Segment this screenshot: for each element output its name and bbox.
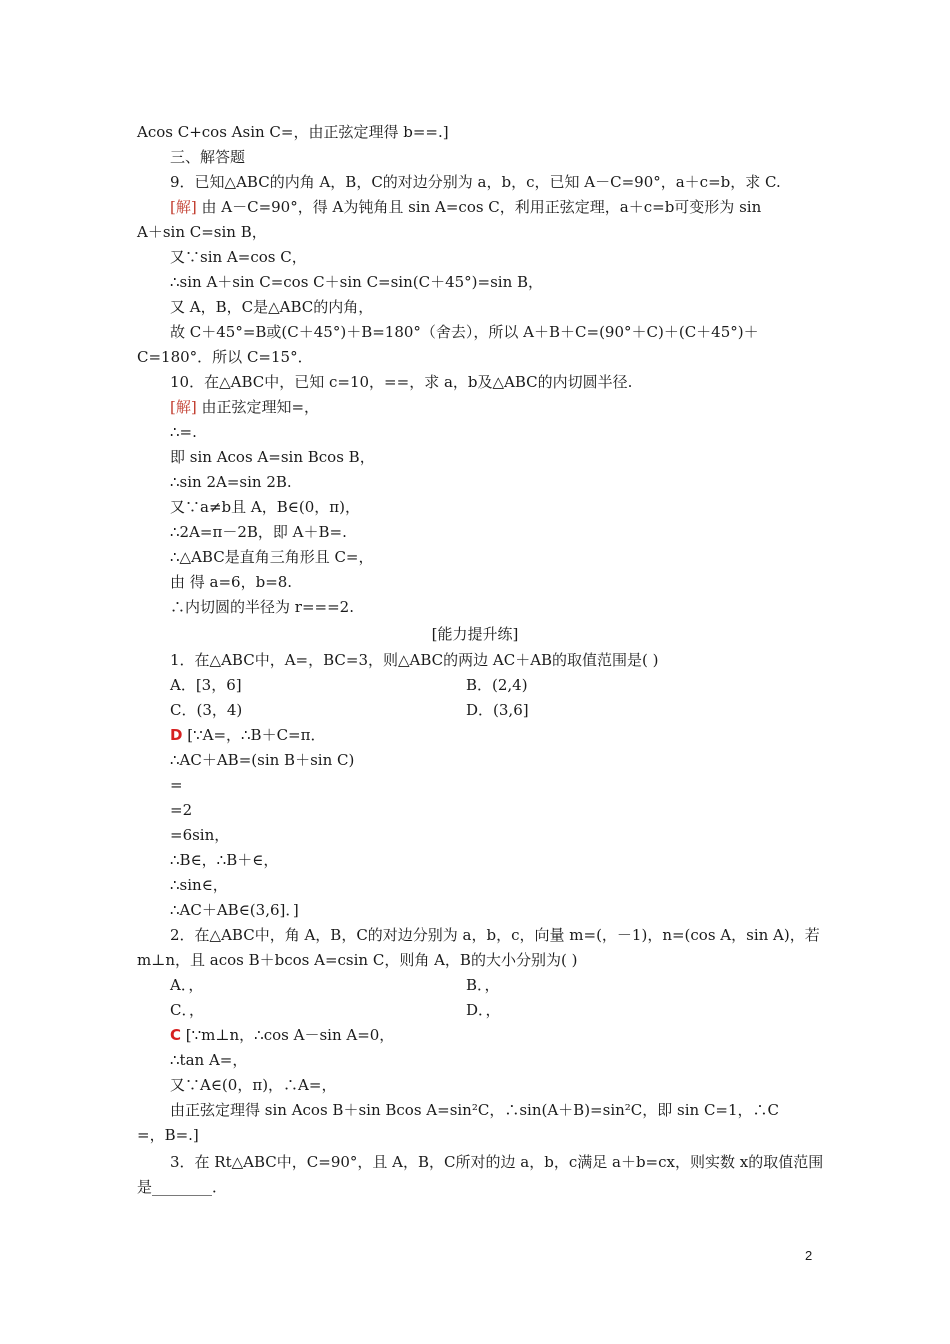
section-title: [能力提升练] bbox=[431, 625, 519, 643]
text-line: 又 A，B，C是△ABC的内角， bbox=[170, 298, 374, 316]
text-line: =，B=.] bbox=[137, 1126, 199, 1144]
option-d: D．， bbox=[466, 1001, 501, 1019]
text-line: 由正弦定理得 sin Acos B＋sin Bcos A=sin²C，∴sin(A＋B)=sin²C，即 sin C=1，∴C bbox=[170, 1101, 780, 1119]
option-a: A．[3，6] bbox=[170, 676, 242, 694]
answer-letter: D bbox=[170, 726, 183, 744]
text-line: ∴sin∈， bbox=[170, 876, 228, 894]
text-line: 即 sin Acos A=sin Bcos B， bbox=[170, 448, 375, 466]
text-line: 又∵a≠b且 A，B∈(0，π)， bbox=[170, 498, 360, 516]
text-line: 又∵A∈(0，π)，∴A=， bbox=[170, 1076, 337, 1094]
text-line: = bbox=[170, 776, 183, 794]
text-line: m⊥n，且 acos B＋bcos A=csin C，则角 A，B的大小分别为( ) bbox=[137, 951, 578, 969]
text-line: ∴AC＋AB∈(3,6]．] bbox=[170, 901, 299, 919]
question-1: 1．在△ABC中，A=，BC=3，则△ABC的两边 AC＋AB的取值范围是( ) bbox=[170, 651, 659, 669]
solution-line: [解] 由 A－C=90°，得 A为钝角且 sin A=cos C，利用正弦定理，a＋c=b可变形为 sin bbox=[170, 198, 762, 216]
text-line: ∴sin A＋sin C=cos C＋sin C=sin(C＋45°)=sin B， bbox=[170, 273, 544, 291]
text-line: ∴内切圆的半径为 r===2. bbox=[170, 598, 354, 616]
text-line: 由 得 a=6，b=8. bbox=[170, 573, 293, 591]
answer-line: D [∵A=，∴B＋C=π． bbox=[170, 726, 326, 744]
option-c: C．， bbox=[170, 1001, 204, 1019]
text-line: 是________． bbox=[137, 1178, 228, 1196]
text-line: ∴=. bbox=[170, 423, 197, 441]
question-10: 10．在△ABC中，已知 c=10，==，求 a，b及△ABC的内切圆半径. bbox=[170, 373, 633, 391]
page-number: 2 bbox=[805, 1248, 813, 1263]
option-b: B．， bbox=[466, 976, 500, 994]
text-line: 又∵sin A=cos C， bbox=[170, 248, 307, 266]
text-line: 故 C＋45°=B或(C＋45°)＋B=180°（舍去），所以 A＋B＋C=(90°＋C)＋(C＋45°)＋ bbox=[170, 323, 759, 341]
option-a: A．， bbox=[170, 976, 204, 994]
text-line: ∴tan A=， bbox=[170, 1051, 248, 1069]
text-line: Acos C+cos Asin C=，由正弦定理得 b==.] bbox=[137, 123, 449, 141]
answer-letter: C bbox=[170, 1026, 182, 1044]
option-d: D．(3,6] bbox=[466, 701, 529, 719]
text-line: A＋sin C=sin B， bbox=[137, 223, 267, 241]
option-b: B．(2,4) bbox=[466, 676, 528, 694]
text-line: C=180°．所以 C=15°． bbox=[137, 348, 313, 366]
solution-line: [解] 由正弦定理知=， bbox=[170, 398, 320, 416]
question-2: 2．在△ABC中，角 A，B，C的对边分别为 a，b，c，向量 m=(，－1)，n=(cos A，sin A)，若 bbox=[170, 926, 820, 944]
option-c: C．(3，4) bbox=[170, 701, 243, 719]
question-9: 9．已知△ABC的内角 A，B，C的对边分别为 a，b，c，已知 A－C=90°，a＋c=b，求 C. bbox=[170, 173, 781, 191]
text-line: ∴sin 2A=sin 2B. bbox=[170, 473, 292, 491]
solution-tag: [解] bbox=[170, 398, 197, 416]
text-line: ∴AC＋AB=(sin B＋sin C) bbox=[170, 751, 355, 769]
text-line: ∴B∈，∴B＋∈， bbox=[170, 851, 279, 869]
question-3: 3．在 Rt△ABC中，C=90°，且 A，B，C所对的边 a，b，c满足 a＋b=cx，则实数 x的取值范围 bbox=[170, 1153, 824, 1171]
text-line: ∴2A=π－2B，即 A＋B=. bbox=[170, 523, 347, 541]
answer-line: C [∵m⊥n，∴cos A－sin A=0， bbox=[170, 1026, 395, 1044]
text-line: ∴△ABC是直角三角形且 C=， bbox=[170, 548, 374, 566]
section-heading: 三、解答题 bbox=[170, 148, 246, 166]
solution-tag: [解] bbox=[170, 198, 197, 216]
text-line: =2 bbox=[170, 801, 193, 819]
text-line: =6sin， bbox=[170, 826, 230, 844]
